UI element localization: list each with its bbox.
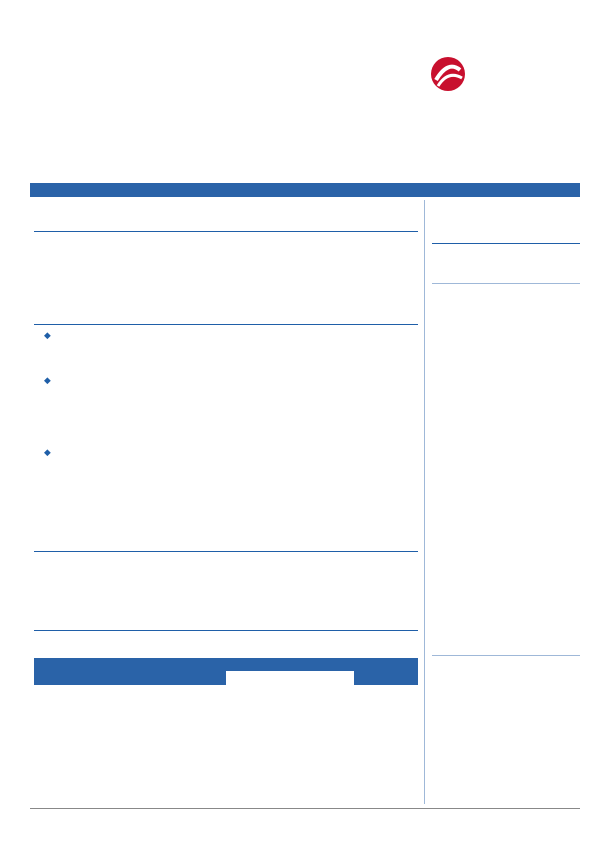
col-rating [354, 658, 418, 685]
col-company [98, 658, 162, 685]
chart-rule [432, 283, 580, 284]
brand-logo [430, 56, 580, 96]
col-price-date [162, 671, 226, 684]
section-rule [34, 630, 418, 631]
col-pb [290, 658, 354, 671]
column-divider [424, 200, 425, 804]
forecast-table [34, 658, 418, 685]
brand-emblem-icon [430, 56, 466, 92]
bullet-title-3 [44, 448, 55, 458]
bullet-title-2 [44, 376, 55, 386]
section-rule [34, 324, 418, 325]
trend-chart [432, 298, 582, 388]
col-code [34, 658, 98, 685]
rating-rule [432, 243, 580, 244]
section-rule [34, 551, 418, 552]
bullet-title-1 [44, 331, 55, 341]
section-rule [34, 231, 418, 232]
related-rule [432, 655, 580, 656]
col-price [162, 658, 226, 671]
header-band [30, 183, 580, 197]
col-eps [226, 658, 290, 671]
footer-rule [30, 808, 580, 809]
